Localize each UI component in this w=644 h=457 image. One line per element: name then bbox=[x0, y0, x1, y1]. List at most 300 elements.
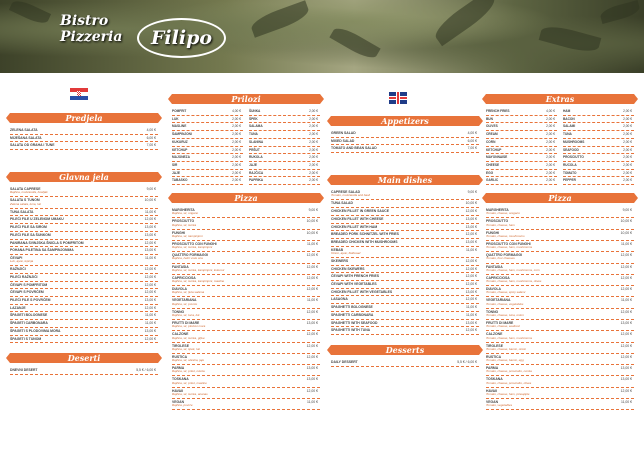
item-price: 2,00 € bbox=[546, 116, 555, 121]
item-name: PANIRANA SVINJSKA ŠNICLA S POMFRITOM bbox=[10, 240, 84, 245]
section-banner: Pizza bbox=[486, 193, 634, 203]
menu-item bbox=[563, 170, 634, 178]
item-price: 11,00 € bbox=[620, 298, 632, 303]
item-price: 12,00 € bbox=[144, 336, 156, 341]
item-name: SLANINA bbox=[249, 139, 264, 144]
menu-item bbox=[249, 131, 320, 139]
item-price: 13,00 € bbox=[465, 289, 477, 294]
item-name: SPAGHETTI CARBONARA bbox=[331, 312, 374, 317]
menu-item bbox=[172, 286, 320, 297]
section-glavna-jela bbox=[10, 186, 158, 343]
item-price: 12,00 € bbox=[620, 287, 632, 292]
item-price: 2,00 € bbox=[232, 170, 241, 175]
item-name: FRENCH FRIES bbox=[486, 109, 510, 113]
item-name: TOMATO bbox=[563, 170, 577, 175]
section-desserts bbox=[331, 359, 479, 367]
item-name: SKEWERS bbox=[331, 258, 349, 263]
item-name: KEBAB bbox=[331, 247, 344, 252]
item-price: 2,00 € bbox=[232, 178, 241, 183]
item-price: 2,00 € bbox=[623, 124, 632, 129]
item-price: 10,00 € bbox=[306, 219, 318, 224]
item-price: 2,00 € bbox=[546, 162, 555, 167]
item-price: 12,00 € bbox=[620, 275, 632, 280]
menu-item bbox=[249, 108, 320, 116]
brand-bistro: Bistro bbox=[60, 13, 109, 29]
menu-item bbox=[486, 139, 557, 147]
item-price: 2,00 € bbox=[623, 147, 632, 152]
menu-item bbox=[172, 354, 320, 365]
item-name: RAJČICA bbox=[249, 170, 264, 175]
menu-item bbox=[172, 147, 243, 155]
menu-item bbox=[331, 239, 479, 247]
item-price: 13,00 € bbox=[144, 232, 156, 237]
item-name: TONNO bbox=[172, 309, 185, 314]
item-name: ŠAMPINJONI bbox=[172, 132, 192, 137]
menu-item bbox=[563, 147, 634, 155]
section-banner: Extras bbox=[486, 94, 634, 104]
item-price: 2,00 € bbox=[309, 170, 318, 175]
item-price: 11,00 € bbox=[306, 298, 318, 303]
menu-item bbox=[10, 367, 158, 375]
item-name: ZELENA SALATA bbox=[10, 128, 38, 132]
menu-item bbox=[331, 304, 479, 312]
menu-item bbox=[486, 131, 557, 139]
item-price: 2,00 € bbox=[623, 155, 632, 160]
item-name: MASLINE bbox=[172, 124, 187, 129]
item-price: 2,00 € bbox=[309, 155, 318, 160]
item-name: CHICKEN FILLET WITH HAM bbox=[331, 224, 378, 229]
item-description: Rajčica, sir, tuna, luk bbox=[172, 312, 200, 317]
menu-item bbox=[331, 189, 479, 200]
item-price: 2,00 € bbox=[232, 116, 241, 121]
section-pizza-hr bbox=[172, 207, 320, 410]
item-name: HAVAII bbox=[172, 388, 183, 393]
item-price: 2,00 € bbox=[309, 178, 318, 183]
item-price: 13,00 € bbox=[620, 366, 632, 371]
item-description: Rajčica, sir, origano bbox=[172, 211, 199, 216]
item-name: ĆEVAPI S POVRĆEM bbox=[10, 290, 44, 295]
item-price: 11,00 € bbox=[620, 400, 632, 405]
item-name: CALZONE bbox=[172, 332, 189, 337]
item-price: 2,00 € bbox=[623, 109, 632, 113]
item-name: SALAMI bbox=[563, 124, 576, 129]
item-price: 2,00 € bbox=[623, 132, 632, 137]
menu-item bbox=[331, 281, 479, 289]
item-name: VEGAN bbox=[172, 400, 185, 405]
item-name: TUNA SALATA bbox=[10, 209, 34, 214]
item-price: 10,00 € bbox=[620, 230, 632, 235]
item-name: PILEĆI FILE S POVRĆEM bbox=[10, 298, 51, 303]
column-english-pizza bbox=[486, 88, 634, 410]
item-name: CHICKEN FILLET IN GREEN SAUCE bbox=[331, 209, 390, 214]
menu-item bbox=[10, 274, 158, 282]
menu-item bbox=[172, 123, 243, 131]
menu-item bbox=[172, 162, 243, 170]
menu-item bbox=[172, 170, 243, 178]
menu-item bbox=[10, 135, 158, 143]
item-description: Rajčica, sir, šunka, gljive bbox=[172, 335, 205, 340]
menu-item bbox=[172, 388, 320, 399]
item-description: Luk, ajvar, lepinja bbox=[10, 259, 34, 264]
section-banner: Glavna jela bbox=[10, 172, 158, 182]
item-price: 13,00 € bbox=[465, 224, 477, 229]
item-price: 2,00 € bbox=[623, 116, 632, 121]
item-price: 2,00 € bbox=[546, 178, 555, 183]
item-price: 11,00 € bbox=[306, 400, 318, 405]
menu-item bbox=[563, 177, 634, 185]
menu-item bbox=[331, 138, 479, 146]
menu-item bbox=[172, 252, 320, 263]
menu-item bbox=[10, 232, 158, 240]
item-price: 13,00 € bbox=[144, 225, 156, 230]
brand-pizzeria: Pizzeria bbox=[60, 29, 123, 45]
menu-item bbox=[331, 296, 479, 304]
item-name: TOMATO AND BEAN SALAD bbox=[331, 146, 377, 151]
menu-item bbox=[10, 297, 158, 305]
item-price: 12,00 € bbox=[144, 217, 156, 222]
item-name: DNEVNI DESERT bbox=[10, 368, 38, 373]
item-name: RUKOLA bbox=[249, 155, 263, 160]
item-price: 12,00 € bbox=[144, 282, 156, 287]
item-description: Rajčica, sir, ljuta salama bbox=[172, 290, 205, 295]
item-name: SIR bbox=[172, 162, 178, 167]
header-photo bbox=[0, 0, 644, 73]
item-name: RUCOLA bbox=[563, 162, 577, 167]
menu-item bbox=[172, 139, 243, 147]
menu-item bbox=[10, 209, 158, 217]
menu-item bbox=[172, 116, 243, 124]
menu-item bbox=[249, 162, 320, 170]
menu-item bbox=[486, 147, 557, 155]
item-price: 2,00 € bbox=[546, 124, 555, 129]
item-name: RUSTICA bbox=[486, 354, 502, 359]
column-croatian-pizza bbox=[172, 88, 320, 410]
menu-item bbox=[172, 108, 243, 116]
menu-item bbox=[172, 241, 320, 252]
menu-item bbox=[10, 266, 158, 274]
item-price: 12,00 € bbox=[465, 209, 477, 214]
item-price: 11,00 € bbox=[465, 312, 477, 317]
menu-item bbox=[486, 241, 634, 252]
menu-item bbox=[486, 286, 634, 297]
item-price: 13,00 € bbox=[306, 377, 318, 382]
item-name: PARMA bbox=[172, 366, 185, 371]
item-name: PROSCIUTTO bbox=[172, 219, 195, 224]
menu-item bbox=[331, 289, 479, 297]
item-description: Rajčica, četiri vrste sira bbox=[172, 256, 203, 261]
croatian-flag-icon bbox=[70, 88, 88, 100]
item-price: 2,00 € bbox=[232, 162, 241, 167]
item-price: 10,00 € bbox=[144, 198, 156, 203]
item-name: CAPRICCIOSA bbox=[486, 275, 510, 280]
item-description: Rajčica, sir, šunka, šampinjoni, masline bbox=[172, 279, 225, 284]
item-description: Tomato, mozzarella and basil bbox=[331, 193, 370, 198]
item-price: 12,00 € bbox=[144, 290, 156, 295]
menu-item bbox=[331, 224, 479, 232]
menu-item bbox=[172, 230, 320, 241]
item-price: 9,00 € bbox=[467, 190, 477, 195]
item-description: Tomato, cheese, vegetables bbox=[486, 301, 524, 306]
item-name: VEGETARIANA bbox=[172, 298, 197, 303]
item-description: Rajčica, sir, pršut, masline bbox=[172, 380, 207, 385]
section-banner: Deserti bbox=[10, 353, 158, 363]
item-name: LASAGNA bbox=[331, 297, 348, 302]
item-name: TUNA bbox=[563, 132, 572, 137]
item-price: 12,00 € bbox=[306, 343, 318, 348]
item-price: 11,00 € bbox=[306, 241, 318, 246]
item-description: Rajčica, mozzarella, bosiljak bbox=[10, 190, 48, 195]
item-name: CHICKEN SKEWERS bbox=[331, 266, 365, 271]
menu-item bbox=[172, 331, 320, 342]
uk-flag-icon bbox=[389, 92, 407, 104]
item-name: SALATA S TUNOM bbox=[10, 198, 40, 203]
menu-item bbox=[10, 255, 158, 266]
menu-item bbox=[563, 116, 634, 124]
item-description: Rajčica, sir, šunka, šampinjoni, kukuruz bbox=[172, 267, 225, 272]
item-name: KETCHUP bbox=[172, 147, 188, 152]
menu-item bbox=[486, 230, 634, 241]
item-name: TIROLESE bbox=[172, 343, 189, 348]
item-price: 2,00 € bbox=[309, 139, 318, 144]
item-name: PARMA bbox=[486, 366, 499, 371]
item-name: CHICKEN FILLET WITH CHEESE bbox=[331, 216, 384, 221]
item-description: Onion, ajvar, flatbread bbox=[331, 250, 361, 255]
item-price: 12,00 € bbox=[465, 266, 477, 271]
item-description: Tomato, cheese, prosciutto, olives bbox=[486, 380, 532, 385]
item-name: LUK bbox=[172, 116, 179, 121]
section-deserti bbox=[10, 367, 158, 375]
menu-item bbox=[486, 218, 634, 229]
item-price: 12,00 € bbox=[620, 309, 632, 314]
column-english-main bbox=[331, 110, 479, 367]
item-description: Tomato, cheese, seafood bbox=[486, 324, 520, 329]
menu-item bbox=[172, 376, 320, 387]
item-name: PROSCIUTTO bbox=[563, 155, 584, 160]
item-name: SPAGHETTI WITH TUNA bbox=[331, 328, 371, 333]
item-name: HAM bbox=[563, 109, 571, 113]
item-name: MAYONNAISE bbox=[486, 155, 508, 160]
item-name: PROSCIUTTO bbox=[486, 219, 509, 224]
menu-item bbox=[563, 123, 634, 131]
section-pizza-en bbox=[486, 207, 634, 410]
item-name: ĆEVAPI WITH FRENCH FRIES bbox=[331, 274, 379, 279]
menu-item bbox=[563, 154, 634, 162]
item-name: TOSKANA bbox=[486, 377, 503, 382]
menu-item bbox=[486, 331, 634, 342]
item-description: Tomato, cheese, tuna, onion bbox=[486, 312, 524, 317]
item-price: 13,00 € bbox=[144, 328, 156, 333]
item-price: 2,00 € bbox=[623, 139, 632, 144]
menu-item bbox=[486, 264, 634, 275]
item-name: MIJEŠANA SALATA bbox=[10, 135, 42, 140]
item-name: POHANA PILETINA SA ŠAMPINJONIMA bbox=[10, 248, 74, 253]
item-name: RUSTICA bbox=[172, 354, 188, 359]
item-price: 11,00 € bbox=[144, 313, 156, 318]
item-name: VEGETARIANA bbox=[486, 298, 511, 303]
menu-item bbox=[331, 327, 479, 335]
item-name: CHEESE bbox=[486, 162, 500, 167]
item-price: 12,00 € bbox=[306, 275, 318, 280]
item-price: 2,00 € bbox=[309, 132, 318, 137]
menu-item bbox=[486, 388, 634, 399]
menu-item bbox=[10, 328, 158, 336]
item-price: 7,00 € bbox=[146, 143, 156, 148]
item-price: 12,00 € bbox=[620, 253, 632, 258]
item-price: 12,00 € bbox=[306, 287, 318, 292]
item-price: 12,00 € bbox=[306, 264, 318, 269]
item-name: ŠPAGETI S TUNOM bbox=[10, 336, 42, 341]
item-price: 5,5 € / 6,00 € bbox=[136, 368, 156, 373]
section-extras bbox=[486, 108, 634, 185]
item-price: 12,00 € bbox=[465, 274, 477, 279]
item-description: Tomato, cheese, ham, mushrooms bbox=[486, 335, 533, 340]
item-description: Rajčica, sir, slanina, jaje bbox=[172, 358, 205, 363]
menu-item bbox=[172, 154, 243, 162]
menu-item bbox=[172, 275, 320, 286]
section-banner: Main dishes bbox=[331, 175, 479, 185]
item-name: LAZANJE bbox=[10, 305, 26, 310]
menu-item bbox=[10, 224, 158, 232]
item-name: ŠPAGETI S PLODOVIMA MORA bbox=[10, 328, 61, 333]
item-price: 2,00 € bbox=[232, 132, 241, 137]
item-price: 11,00 € bbox=[465, 247, 477, 252]
item-name: VEGAN bbox=[486, 400, 499, 405]
item-name: ŠPAGETI BOLOGNESE bbox=[10, 313, 48, 318]
item-price: 12,00 € bbox=[465, 328, 477, 333]
item-price: 12,00 € bbox=[306, 354, 318, 359]
item-name: CREAM bbox=[486, 132, 498, 137]
menu-item bbox=[563, 139, 634, 147]
menu-item bbox=[486, 123, 557, 131]
item-description: Tomato, cheese, ham, mushrooms, olives bbox=[486, 279, 542, 284]
section-main-dishes bbox=[331, 189, 479, 335]
item-name: PRŠUT bbox=[249, 147, 260, 152]
item-name: ŠPEK bbox=[249, 116, 258, 121]
menu-item bbox=[486, 252, 634, 263]
item-price: 2,00 € bbox=[309, 162, 318, 167]
item-price: 12,00 € bbox=[465, 297, 477, 302]
menu-item bbox=[331, 359, 479, 367]
item-price: 13,00 € bbox=[465, 216, 477, 221]
item-price: 2,00 € bbox=[623, 178, 632, 183]
item-price: 13,00 € bbox=[144, 298, 156, 303]
item-name: TUNA SALAD bbox=[331, 201, 353, 206]
item-price: 2,00 € bbox=[232, 139, 241, 144]
item-name: ĆEVAPI WITH VEGETABLES bbox=[331, 282, 377, 287]
item-name: MARGHERITA bbox=[486, 208, 509, 213]
item-name: BREADED CHICKEN WITH MUSHROOMS bbox=[331, 239, 398, 244]
item-price: 2,00 € bbox=[546, 147, 555, 152]
menu-item bbox=[172, 343, 320, 354]
menu-item bbox=[486, 275, 634, 286]
menu-item bbox=[172, 365, 320, 376]
item-description: Tomato, cheese, ham, mushrooms, corn bbox=[486, 267, 540, 272]
item-name: FRUTTI DI MARE bbox=[172, 321, 200, 325]
item-name: TABASKO bbox=[172, 178, 188, 183]
menu-item bbox=[172, 131, 243, 139]
item-description: Rajčica, sir, povrće bbox=[172, 301, 198, 306]
item-name: FUNGHI bbox=[172, 230, 185, 235]
menu-item bbox=[10, 336, 158, 344]
item-name: ĆEVAPI bbox=[10, 255, 23, 260]
item-name: KETCHUP bbox=[486, 147, 502, 152]
item-name: TUNA bbox=[249, 132, 258, 137]
section-banner: Pizza bbox=[172, 193, 320, 203]
item-name: FANTASIA bbox=[486, 264, 503, 269]
section-banner: Prilozi bbox=[172, 94, 320, 104]
menu-item bbox=[563, 131, 634, 139]
menu-item bbox=[486, 162, 557, 170]
item-price: 2,00 € bbox=[309, 147, 318, 152]
logo: Filipo bbox=[137, 18, 226, 58]
menu-item bbox=[486, 116, 557, 124]
item-name: SPAGHETTI BOLOGNESE bbox=[331, 305, 373, 310]
item-price: 2,00 € bbox=[232, 147, 241, 152]
item-name: SALAMA bbox=[249, 124, 263, 129]
item-name: DAILY DESSERT bbox=[331, 359, 358, 364]
item-price: 13,00 € bbox=[620, 321, 632, 325]
item-price: 12,00 € bbox=[306, 332, 318, 337]
item-name: PILEĆI FILE SA SIROM bbox=[10, 225, 47, 230]
item-name: FRUTTI DI MARE bbox=[486, 321, 514, 325]
menu-item bbox=[172, 264, 320, 275]
item-price: 11,00 € bbox=[144, 209, 156, 214]
item-name: FANTASIA bbox=[172, 264, 189, 269]
item-name: CAPRICCIOSA bbox=[172, 275, 196, 280]
item-name: ŠPAGETI CARBONARA bbox=[10, 321, 48, 326]
item-description: Tomato, four cheeses bbox=[486, 256, 515, 261]
item-name: DIAVOLA bbox=[172, 287, 188, 292]
menu-item bbox=[563, 162, 634, 170]
menu-item bbox=[486, 354, 634, 365]
item-price: 9,00 € bbox=[146, 187, 156, 192]
item-name: RAŽNJIĆI bbox=[10, 267, 26, 272]
item-price: 12,00 € bbox=[620, 388, 632, 393]
item-price: 13,00 € bbox=[144, 248, 156, 253]
item-name: TONNO bbox=[486, 309, 499, 314]
item-name: POMFRIT bbox=[172, 109, 187, 113]
item-price: 13,00 € bbox=[620, 377, 632, 382]
item-price: 12,00 € bbox=[465, 258, 477, 263]
menu-item bbox=[486, 170, 557, 178]
menu-item bbox=[172, 177, 243, 185]
item-description: Rajčica, sir, šunka, ananas bbox=[172, 391, 208, 396]
item-price: 12,00 € bbox=[306, 388, 318, 393]
item-description: Rajčica, sir, šunka, šampinjoni bbox=[172, 245, 213, 250]
menu-item bbox=[331, 216, 479, 224]
item-price: 4,00 € bbox=[232, 109, 241, 113]
item-name: KUKURUZ bbox=[172, 139, 188, 144]
menu-item bbox=[486, 309, 634, 320]
item-description: Tomato, cheese, bacon, egg bbox=[486, 358, 524, 363]
item-price: 9,00 € bbox=[622, 208, 632, 213]
menu-item bbox=[172, 399, 320, 410]
menu-item bbox=[331, 273, 479, 281]
item-description: Rajčica, sir, plodovi mora bbox=[172, 324, 206, 329]
item-price: 5,5 € / 6,00 € bbox=[457, 359, 477, 364]
menu-item bbox=[331, 312, 479, 320]
item-name: HAVAII bbox=[486, 388, 497, 393]
item-name: PEPPER bbox=[563, 178, 576, 183]
item-name: QUATTRO FORMAGGI bbox=[486, 253, 523, 258]
section-predjela bbox=[10, 127, 158, 150]
item-price: 2,00 € bbox=[546, 170, 555, 175]
item-name: OLIVES bbox=[486, 124, 498, 129]
menu-item bbox=[331, 145, 479, 153]
item-price: 12,00 € bbox=[144, 274, 156, 279]
item-name: ĆEVAPI S POMFRITOM bbox=[10, 282, 48, 287]
item-price: 2,00 € bbox=[232, 124, 241, 129]
